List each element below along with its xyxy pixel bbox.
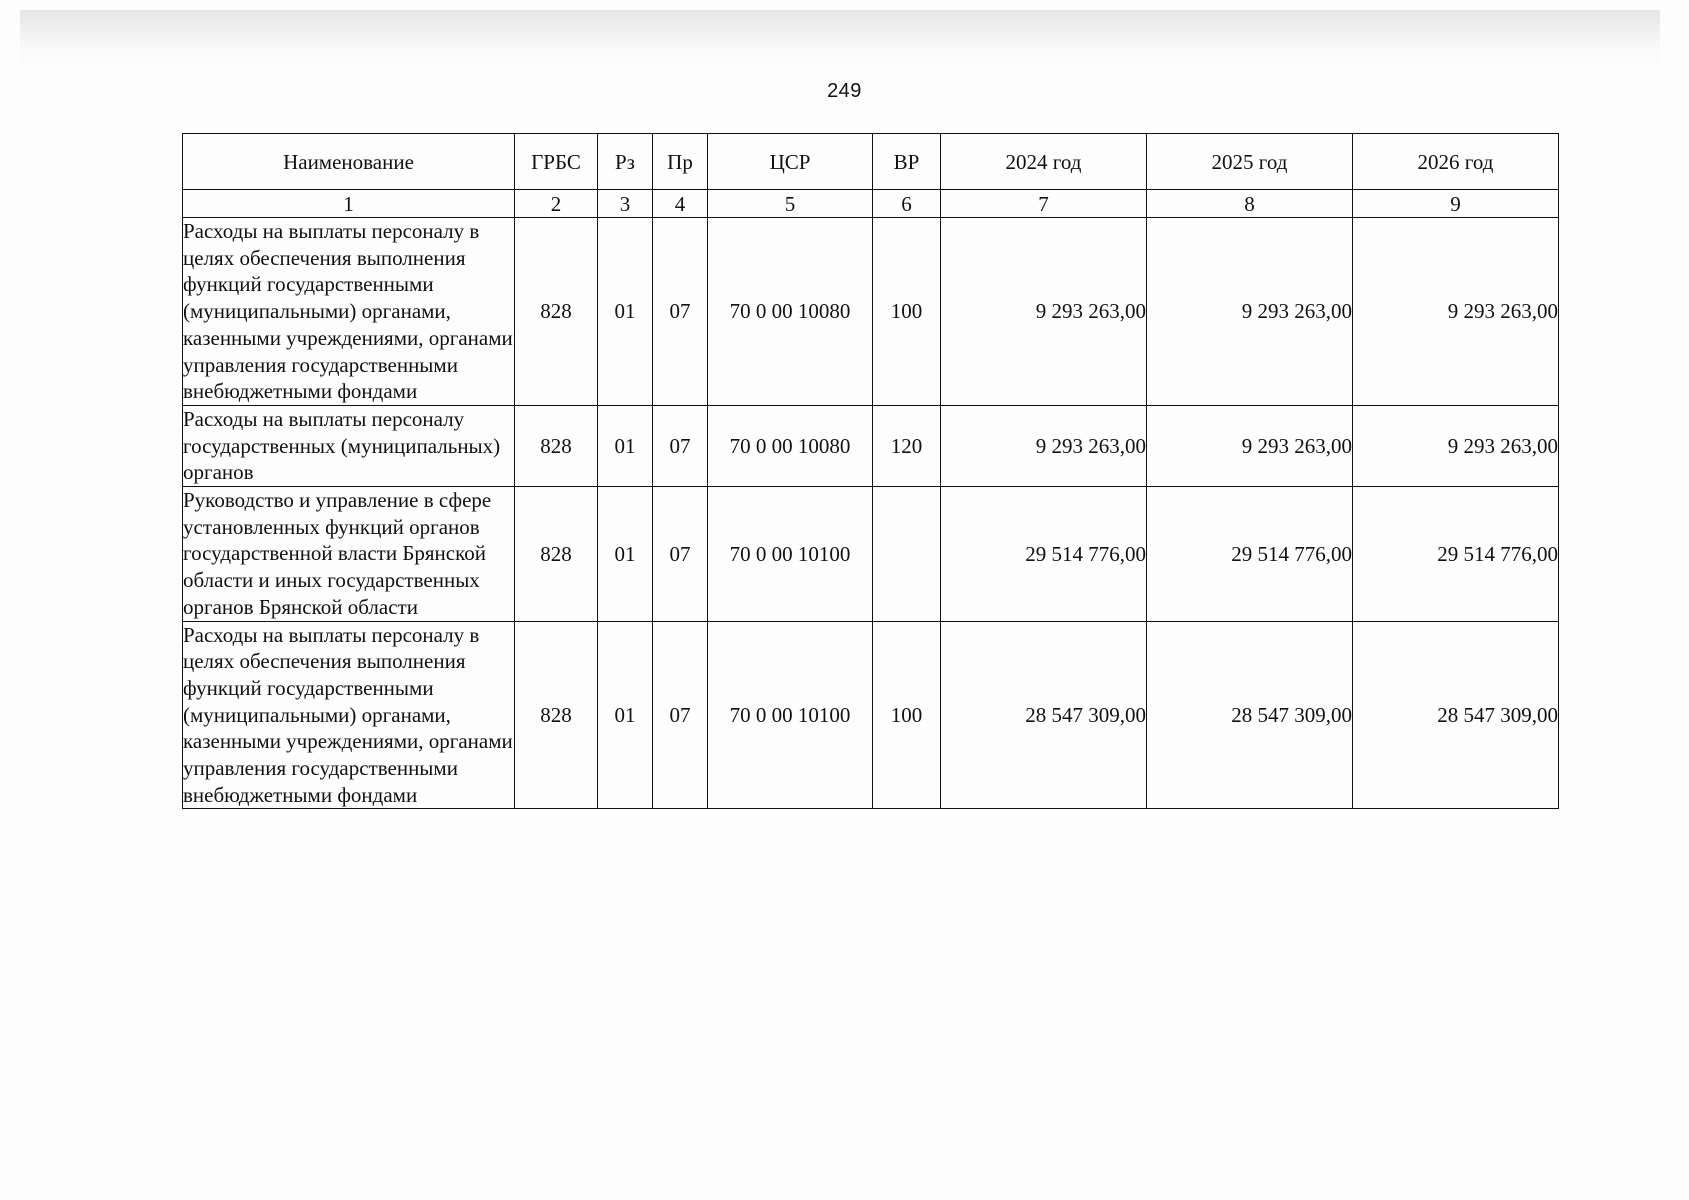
column-number: 2 bbox=[515, 190, 598, 218]
table-row bbox=[183, 487, 1559, 622]
row-pr: 07 bbox=[653, 218, 708, 406]
column-number: 8 bbox=[1147, 190, 1353, 218]
row-vr: 120 bbox=[873, 405, 941, 486]
table-row bbox=[183, 621, 1559, 809]
row-grbs: 828 bbox=[515, 218, 598, 406]
row-vr bbox=[873, 487, 941, 622]
row-pr: 07 bbox=[653, 405, 708, 486]
row-grbs: 828 bbox=[515, 621, 598, 809]
budget-table bbox=[182, 133, 1559, 809]
row-amount-2025: 28 547 309,00 bbox=[1147, 621, 1353, 809]
row-amount-2026: 28 547 309,00 bbox=[1353, 621, 1559, 809]
header-name: Наименование bbox=[183, 134, 515, 190]
row-rz: 01 bbox=[598, 621, 653, 809]
row-amount-2026: 9 293 263,00 bbox=[1353, 405, 1559, 486]
column-number: 1 bbox=[183, 190, 515, 218]
row-amount-2024: 28 547 309,00 bbox=[941, 621, 1147, 809]
row-name: Расходы на выплаты персоналу государственных (муниципальных) органов bbox=[183, 405, 515, 486]
row-amount-2025: 9 293 263,00 bbox=[1147, 405, 1353, 486]
row-csr: 70 0 00 10100 bbox=[708, 621, 873, 809]
row-amount-2024: 9 293 263,00 bbox=[941, 218, 1147, 406]
row-pr: 07 bbox=[653, 487, 708, 622]
column-number: 9 bbox=[1353, 190, 1559, 218]
row-amount-2025: 9 293 263,00 bbox=[1147, 218, 1353, 406]
header-2025: 2025 год bbox=[1147, 134, 1353, 190]
row-rz: 01 bbox=[598, 405, 653, 486]
row-amount-2024: 9 293 263,00 bbox=[941, 405, 1147, 486]
row-name: Руководство и управление в сфере установленных функций органов государственной власти Брянской области и иных государственных органов Брянской области bbox=[183, 487, 515, 622]
column-number: 6 bbox=[873, 190, 941, 218]
header-rz: Рз bbox=[598, 134, 653, 190]
table-row bbox=[183, 405, 1559, 486]
column-number: 7 bbox=[941, 190, 1147, 218]
header-row bbox=[183, 134, 1559, 190]
column-number-row bbox=[183, 190, 1559, 218]
row-vr: 100 bbox=[873, 621, 941, 809]
page-number: 249 bbox=[827, 80, 862, 102]
row-amount-2025: 29 514 776,00 bbox=[1147, 487, 1353, 622]
header-vr: ВР bbox=[873, 134, 941, 190]
header-pr: Пр bbox=[653, 134, 708, 190]
header-grbs: ГРБС bbox=[515, 134, 598, 190]
header-2026: 2026 год bbox=[1353, 134, 1559, 190]
scan-artifact-band bbox=[20, 10, 1660, 70]
row-rz: 01 bbox=[598, 218, 653, 406]
row-csr: 70 0 00 10080 bbox=[708, 405, 873, 486]
row-grbs: 828 bbox=[515, 487, 598, 622]
row-name: Расходы на выплаты персоналу в целях обеспечения выполнения функций государственными (муниципальными) органами, казенными учреждениями, органами управления государственными внебюджетными фондами bbox=[183, 218, 515, 406]
header-2024: 2024 год bbox=[941, 134, 1147, 190]
header-csr: ЦСР bbox=[708, 134, 873, 190]
table-row bbox=[183, 218, 1559, 406]
row-pr: 07 bbox=[653, 621, 708, 809]
column-number: 5 bbox=[708, 190, 873, 218]
row-rz: 01 bbox=[598, 487, 653, 622]
row-vr: 100 bbox=[873, 218, 941, 406]
row-csr: 70 0 00 10100 bbox=[708, 487, 873, 622]
row-grbs: 828 bbox=[515, 405, 598, 486]
row-amount-2026: 29 514 776,00 bbox=[1353, 487, 1559, 622]
row-name: Расходы на выплаты персоналу в целях обеспечения выполнения функций государственными (муниципальными) органами, казенными учреждениями, органами управления государственными внебюджетными фондами bbox=[183, 621, 515, 809]
row-amount-2026: 9 293 263,00 bbox=[1353, 218, 1559, 406]
column-number: 3 bbox=[598, 190, 653, 218]
row-csr: 70 0 00 10080 bbox=[708, 218, 873, 406]
row-amount-2024: 29 514 776,00 bbox=[941, 487, 1147, 622]
column-number: 4 bbox=[653, 190, 708, 218]
